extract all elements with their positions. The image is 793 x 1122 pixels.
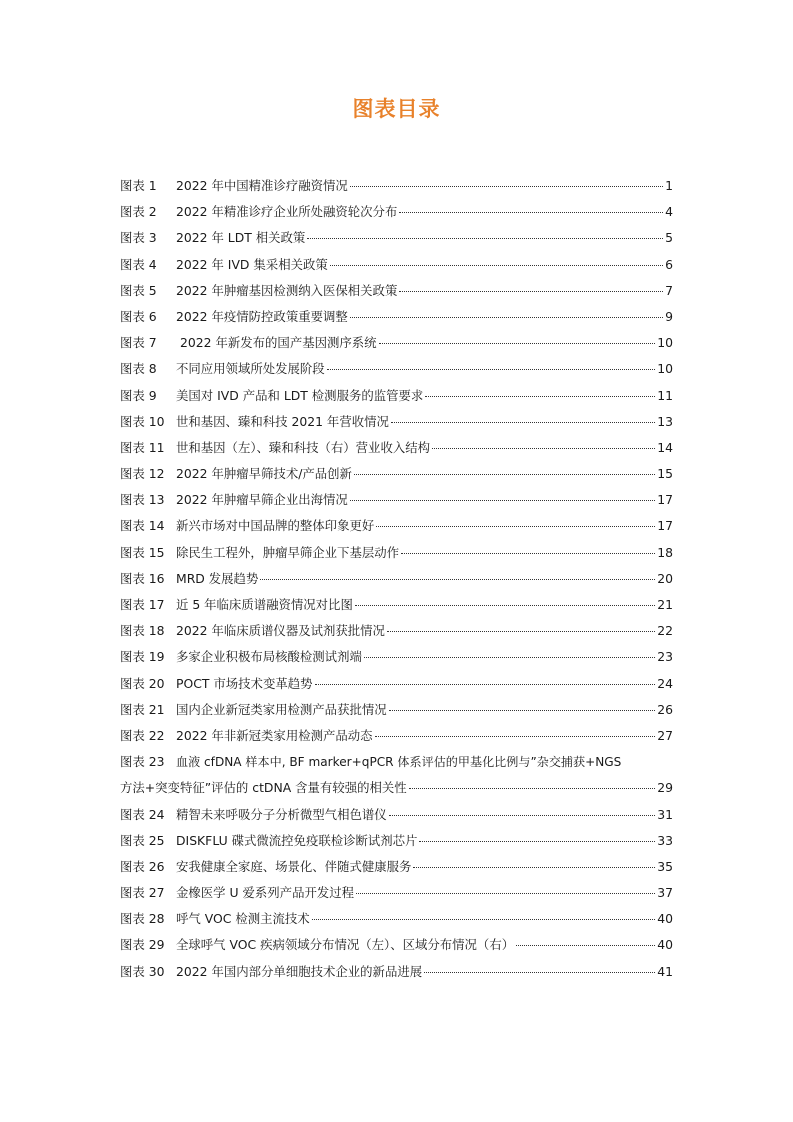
figure-label: 图表 26	[120, 858, 165, 874]
dot-leader	[425, 396, 655, 397]
figure-label: 图表 15	[120, 544, 165, 560]
toc-entry[interactable]	[120, 465, 673, 491]
dot-leader	[409, 788, 656, 789]
dot-leader	[419, 841, 655, 842]
toc-entry[interactable]	[120, 936, 673, 962]
toc-entry[interactable]	[120, 727, 673, 753]
page-number: 41	[657, 963, 673, 979]
figure-title: 金橡医学 U 爱系列产品开发过程	[176, 885, 355, 901]
dot-leader	[376, 526, 655, 527]
dot-leader	[375, 736, 656, 737]
page-number: 21	[657, 597, 673, 612]
toc-entry[interactable]	[120, 648, 673, 674]
figure-label: 图表 30	[120, 963, 165, 979]
dot-leader	[330, 265, 663, 266]
figure-title: 全球呼气 VOC 疾病领域分布情况（左）、区域分布情况（右）	[176, 937, 515, 953]
figure-title: 安我健康全家庭、场景化、伴随式健康服务	[176, 858, 412, 874]
dot-leader	[312, 919, 656, 920]
toc-entry[interactable]	[120, 701, 673, 727]
page-number: 31	[657, 806, 673, 822]
figure-label: 图表 14	[120, 518, 165, 534]
toc-entry[interactable]	[120, 334, 673, 360]
toc-entry[interactable]	[120, 570, 673, 596]
toc-entry[interactable]	[120, 806, 673, 832]
page-number: 17	[657, 492, 673, 508]
toc-entry[interactable]	[120, 622, 673, 648]
page-number: 18	[657, 544, 673, 560]
toc-entry[interactable]	[120, 884, 673, 910]
dot-leader	[355, 605, 655, 606]
dot-leader	[413, 867, 655, 868]
dot-leader	[389, 815, 656, 816]
figure-title: DISKFLU 碟式微流控免疫联检诊断试剂芯片	[176, 832, 418, 848]
figure-label: 图表 24	[120, 806, 165, 822]
toc-entry[interactable]	[120, 832, 673, 858]
dot-leader	[516, 945, 655, 946]
page-number: 33	[657, 832, 673, 848]
figure-label: 图表 27	[120, 885, 165, 901]
page-title: 图表目录	[352, 97, 441, 121]
dot-leader	[350, 186, 663, 187]
dot-leader	[354, 474, 655, 475]
page-number: 37	[657, 885, 673, 901]
figure-label: 图表 22	[120, 727, 165, 743]
dot-leader	[432, 448, 655, 449]
figure-label: 图表 16	[120, 570, 165, 586]
page-number: 14	[657, 439, 673, 455]
page-number: 10	[657, 361, 673, 377]
page-number: 40	[657, 911, 673, 927]
dot-leader	[391, 422, 655, 423]
figure-label: 图表 17	[120, 597, 165, 612]
figure-title: POCT 市场技术变革趋势	[176, 675, 313, 691]
figure-title: 2022 年 LDT 相关政策	[176, 230, 306, 246]
figure-label: 图表 2	[120, 204, 157, 220]
figure-title: 2022 年中国精准诊疗融资情况	[176, 178, 348, 193]
figure-label: 图表 21	[120, 701, 165, 717]
figure-title: 2022 年新发布的国产基因测序系统	[180, 335, 377, 351]
figure-title: 美国对 IVD 产品和 LDT 检测服务的监管要求	[176, 387, 424, 403]
page-number: 29	[657, 780, 673, 796]
page-number: 15	[657, 466, 673, 482]
dot-leader	[387, 631, 655, 632]
figure-title-line-2: 方法+突变特征”评估的 ctDNA 含量有较强的相关性	[120, 780, 407, 796]
figure-label: 图表 1	[120, 178, 157, 193]
toc-entry[interactable]	[120, 753, 673, 779]
figure-label: 图表 29	[120, 937, 165, 953]
figure-label: 图表 18	[120, 623, 165, 639]
figure-title: 2022 年肿瘤基因检测纳入医保相关政策	[176, 282, 398, 298]
toc-entry[interactable]	[120, 544, 673, 570]
figure-label: 图表 10	[120, 413, 165, 429]
dot-leader	[401, 553, 655, 554]
page-number: 6	[665, 256, 673, 272]
toc-entry[interactable]	[120, 203, 673, 229]
dot-leader	[315, 684, 656, 685]
figure-title-line-1: 血液 cfDNA 样本中, BF marker+qPCR 体系评估的甲基化比例与”杂交捕获+NGS	[176, 755, 622, 770]
page-number: 35	[657, 858, 673, 874]
figure-label: 图表 25	[120, 832, 165, 848]
figure-label: 图表 3	[120, 230, 157, 246]
toc-entry[interactable]	[120, 387, 673, 413]
toc-entry[interactable]	[120, 858, 673, 884]
figure-label: 图表 9	[120, 387, 157, 403]
figure-title: 2022 年临床质谱仪器及试剂获批情况	[176, 623, 385, 639]
figure-title: MRD 发展趋势	[176, 570, 259, 586]
toc-entry[interactable]	[120, 439, 673, 465]
toc-entry[interactable]	[120, 517, 673, 543]
dot-leader	[327, 369, 656, 370]
toc-entry[interactable]	[120, 596, 673, 622]
figure-title: 国内企业新冠类家用检测产品获批情况	[176, 701, 387, 717]
figure-title: 除民生工程外，肿瘤早筛企业下基层动作	[176, 544, 400, 560]
figure-title: 不同应用领域所处发展阶段	[176, 361, 325, 377]
page-number: 13	[657, 413, 673, 429]
dot-leader	[350, 500, 655, 501]
figure-label: 图表 19	[120, 649, 165, 665]
figure-title: 呼气 VOC 检测主流技术	[176, 911, 310, 927]
dot-leader	[424, 972, 655, 973]
page-number: 26	[657, 701, 673, 717]
figure-label: 图表 4	[120, 256, 157, 272]
figure-title: 2022 年疫情防控政策重要调整	[176, 308, 348, 324]
page-number: 23	[657, 649, 673, 665]
page-number: 40	[657, 937, 673, 953]
toc-entry[interactable]	[120, 413, 673, 439]
figure-title: 2022 年非新冠类家用检测产品动态	[176, 727, 373, 743]
figure-label: 图表 8	[120, 361, 157, 377]
figure-label: 图表 11	[120, 439, 165, 455]
page-number: 11	[657, 387, 673, 403]
page-number: 9	[665, 308, 673, 324]
dot-leader	[350, 317, 663, 318]
figure-label: 图表 12	[120, 466, 165, 482]
page-number: 20	[657, 570, 673, 586]
dot-leader	[364, 657, 655, 658]
figure-title: 近 5 年临床质谱融资情况对比图	[176, 597, 353, 612]
dot-leader	[399, 291, 663, 292]
toc-entry[interactable]	[120, 256, 673, 282]
page-number: 4	[665, 204, 673, 220]
figure-title: 多家企业积极布局核酸检测试剂端	[176, 649, 362, 665]
page-number: 5	[665, 230, 673, 246]
figure-label: 图表 6	[120, 308, 157, 324]
figure-title: 精智未来呼吸分子分析微型气相色谱仪	[176, 806, 387, 822]
figure-title: 世和基因（左）、臻和科技（右）营业收入结构	[176, 439, 431, 455]
toc-entry[interactable]	[120, 963, 673, 989]
page-number: 7	[665, 282, 673, 298]
page-number: 27	[657, 727, 673, 743]
figure-title: 2022 年 IVD 集采相关政策	[176, 256, 328, 272]
toc-entry[interactable]	[120, 282, 673, 308]
dot-leader	[379, 343, 656, 344]
dot-leader	[307, 238, 663, 239]
toc-entry[interactable]	[120, 308, 673, 334]
figure-title: 2022 年肿瘤早筛技术/产品创新	[176, 466, 352, 482]
figure-title: 世和基因、臻和科技 2021 年营收情况	[176, 413, 389, 429]
toc-entry[interactable]	[120, 675, 673, 701]
figure-index	[120, 177, 673, 989]
toc-entry[interactable]	[120, 229, 673, 255]
figure-label: 图表 23	[120, 754, 165, 770]
toc-entry[interactable]	[120, 360, 673, 386]
figure-label: 图表 28	[120, 911, 165, 927]
figure-label: 图表 7	[120, 335, 157, 351]
toc-entry[interactable]	[120, 177, 673, 203]
dot-leader	[399, 212, 663, 213]
page-number: 24	[657, 675, 673, 691]
figure-title: 2022 年精准诊疗企业所处融资轮次分布	[176, 204, 398, 220]
page-number: 22	[657, 623, 673, 639]
figure-label: 图表 5	[120, 282, 157, 298]
toc-entry[interactable]	[120, 910, 673, 936]
page-number: 1	[665, 178, 673, 193]
dot-leader	[260, 579, 655, 580]
dot-leader	[356, 893, 655, 894]
toc-entry[interactable]	[120, 491, 673, 517]
figure-title: 2022 年肿瘤早筛企业出海情况	[176, 492, 348, 508]
page-number: 17	[657, 518, 673, 534]
figure-label: 图表 13	[120, 492, 165, 508]
page-number: 10	[657, 335, 673, 351]
figure-label: 图表 20	[120, 675, 165, 691]
figure-title: 新兴市场对中国品牌的整体印象更好	[176, 518, 375, 534]
toc-entry-continuation[interactable]	[120, 779, 673, 805]
figure-title: 2022 年国内部分单细胞技术企业的新品进展	[176, 963, 423, 979]
dot-leader	[389, 710, 656, 711]
